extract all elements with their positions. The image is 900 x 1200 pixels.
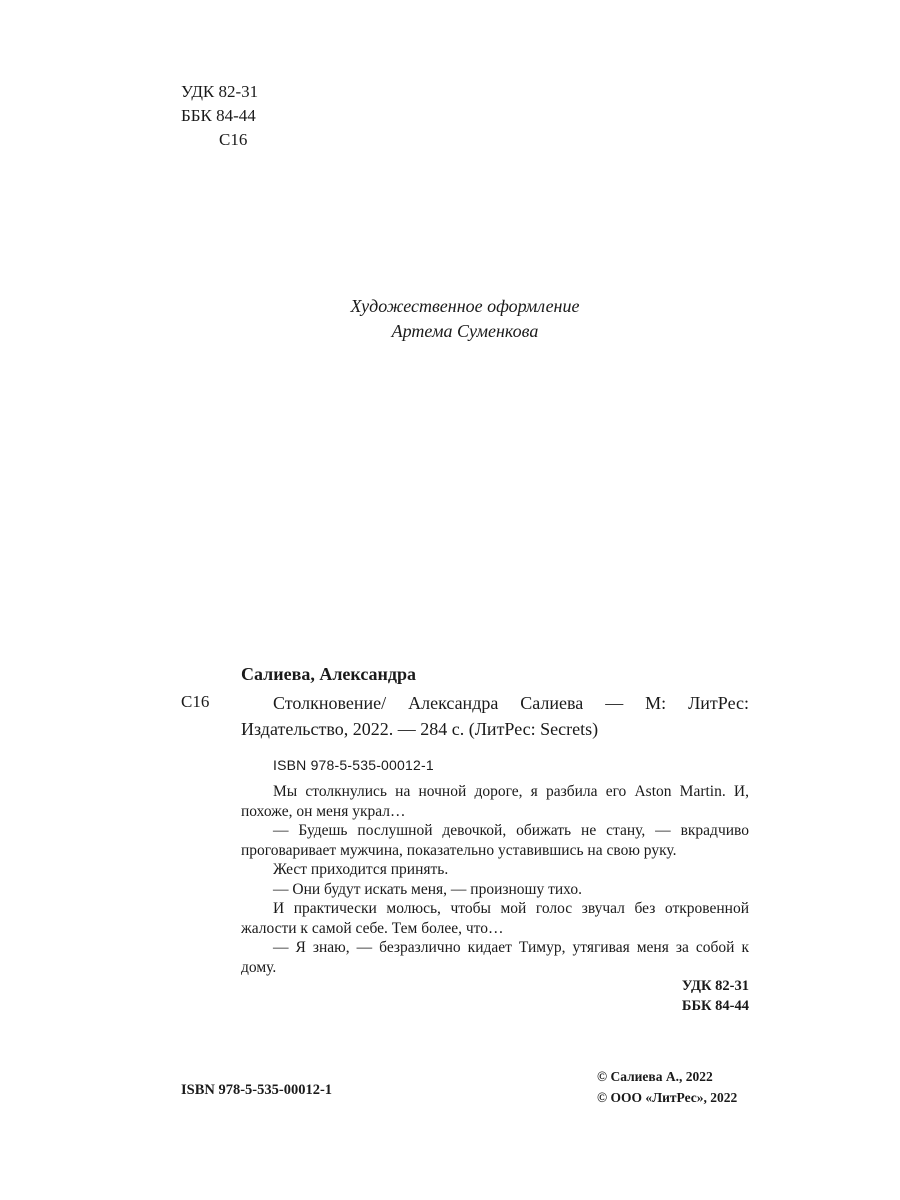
copyright-block xyxy=(597,1066,737,1108)
copyright-author: © Салиева А., 2022 xyxy=(597,1069,713,1084)
annotation-paragraph: Мы столкнулись на ночной дороге, я разбила его Aston Martin. И, похоже, он меня украл… xyxy=(241,783,749,820)
art-credit-artist: Артема Суменкова xyxy=(391,321,539,341)
footer-isbn: ISBN 978-5-535-00012-1 xyxy=(181,1082,333,1098)
annotation-paragraph: — Будешь послушной девочкой, обижать не стану, — вкрадчиво проговаривает мужчина, показательно уставившись на свою руку. xyxy=(241,822,749,859)
catalog-description: Столкновение/ Александра Салиева — М: ЛитРес: Издательство, 2022. — 284 с. (ЛитРес: Secrets) xyxy=(241,693,749,739)
bbk-code: ББК 84-44 xyxy=(181,106,256,125)
bbk-code-bottom: ББК 84-44 xyxy=(681,998,749,1014)
annotation-paragraph: Жест приходится принять. xyxy=(273,861,449,878)
udk-code: УДК 82-31 xyxy=(181,82,259,101)
udk-code-bottom: УДК 82-31 xyxy=(681,978,749,994)
art-credit xyxy=(0,294,900,344)
annotation-paragraph: И практически молюсь, чтобы мой голос звучал без откровенной жалости к самой себе. Тем более, что… xyxy=(241,900,749,937)
annotation-paragraph: — Они будут искать меня, — произношу тихо. xyxy=(273,880,582,898)
catalog-isbn: ISBN 978-5-535-00012-1 xyxy=(273,757,434,773)
art-credit-line: Художественное оформление xyxy=(350,296,580,316)
catalog-author: Салиева, Александра xyxy=(241,664,417,684)
classification-codes-bottom xyxy=(600,976,749,1016)
classification-codes-top xyxy=(181,80,258,152)
author-mark: С16 xyxy=(219,130,248,149)
annotation xyxy=(241,782,749,977)
copyright-publisher: © ООО «ЛитРес», 2022 xyxy=(597,1090,738,1105)
annotation-paragraph: — Я знаю, — безразлично кидает Тимур, утягивая меня за собой к дому. xyxy=(241,939,749,976)
catalog-author-mark: С16 xyxy=(181,692,210,711)
